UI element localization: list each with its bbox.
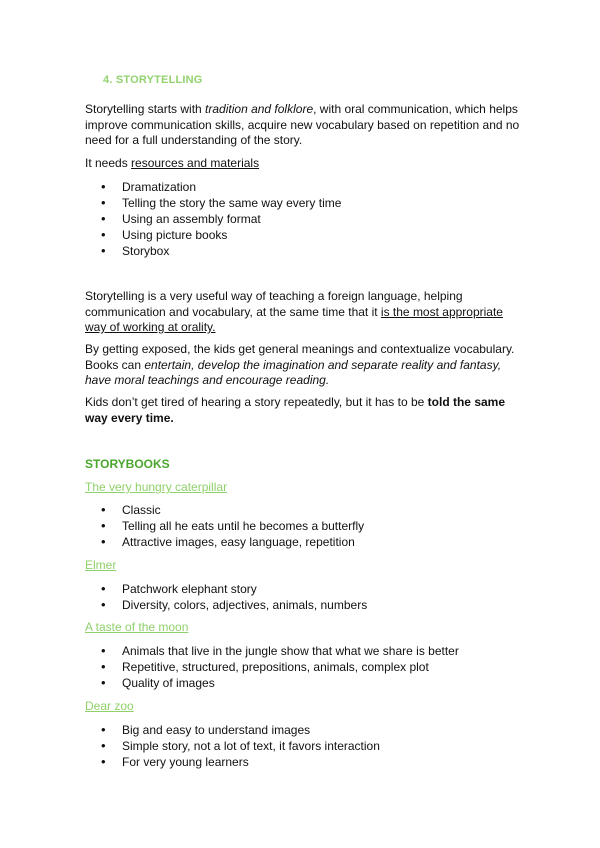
needs-paragraph: [85, 156, 525, 172]
list-item: • Animals that live in the jungle show that what we share is better: [85, 643, 525, 659]
list-item: • Using picture books: [85, 227, 525, 243]
taste-of-moon-list: [85, 643, 525, 691]
intro-italic: tradition and folklore: [205, 102, 314, 116]
list-item: • Simple story, not a lot of text, it favors interaction: [85, 738, 525, 754]
book-title-dear-zoo[interactable]: Dear zoo: [85, 699, 134, 713]
resources-underlined: resources and materials: [131, 156, 260, 170]
repeat-paragraph: [85, 395, 525, 426]
book-title-caterpillar[interactable]: The very hungry caterpillar: [85, 480, 228, 494]
book-title-elmer[interactable]: Elmer: [85, 558, 117, 572]
intro-paragraph: [85, 102, 525, 149]
dear-zoo-list: [85, 722, 525, 770]
section-heading: 4. STORYTELLING: [103, 74, 203, 86]
list-item: • Quality of images: [85, 675, 525, 691]
needs-text: It needs: [85, 156, 132, 170]
repeat-bold: told the same way every time.: [85, 395, 506, 425]
list-item: • Storybox: [85, 243, 525, 259]
repeat-text: Kids don’t get tired of hearing a story repeatedly, but it has to be: [85, 395, 428, 409]
useful-text: Storytelling is a very useful way of teaching a foreign language, helping communication and vocabulary, at the same time that it: [85, 289, 463, 319]
caterpillar-list: [85, 502, 525, 550]
exposed-text: By getting exposed, the kids get general meanings and contextualize vocabulary. Books can: [85, 342, 515, 372]
list-item: • Repetitive, structured, prepositions, animals, complex plot: [85, 659, 525, 675]
list-item: • For very young learners: [85, 754, 525, 770]
list-item: • Dramatization: [85, 179, 525, 195]
intro-text-end: , with oral communication, which helps improve communication skills, acquire new vocabulary based on repetition and no need for a full understanding of the story.: [85, 102, 520, 147]
list-item: • Using an assembly format: [85, 211, 525, 227]
intro-text: Storytelling starts with: [85, 102, 206, 116]
book-title-taste-of-moon[interactable]: A taste of the moon: [85, 620, 189, 634]
useful-paragraph: [85, 289, 525, 336]
list-item: • Telling the story the same way every time: [85, 195, 525, 211]
list-item: • Attractive images, easy language, repetition: [85, 534, 525, 550]
exposed-paragraph: [85, 342, 525, 389]
exposed-italic: entertain, develop the imagination and separate reality and fantasy, have moral teachings and encourage reading.: [85, 357, 502, 387]
list-item: • Telling all he eats until he becomes a butterfly: [85, 518, 525, 534]
list-item: • Big and easy to understand images: [85, 722, 525, 738]
list-item: • Diversity, colors, adjectives, animals, numbers: [85, 597, 525, 613]
list-item: • Patchwork elephant story: [85, 581, 525, 597]
useful-underlined: is the most appropriate way of working at orality.: [85, 304, 503, 334]
resources-list: [85, 179, 525, 259]
storybooks-heading: STORYBOOKS: [85, 457, 170, 471]
list-item: • Classic: [85, 502, 525, 518]
elmer-list: [85, 581, 525, 613]
